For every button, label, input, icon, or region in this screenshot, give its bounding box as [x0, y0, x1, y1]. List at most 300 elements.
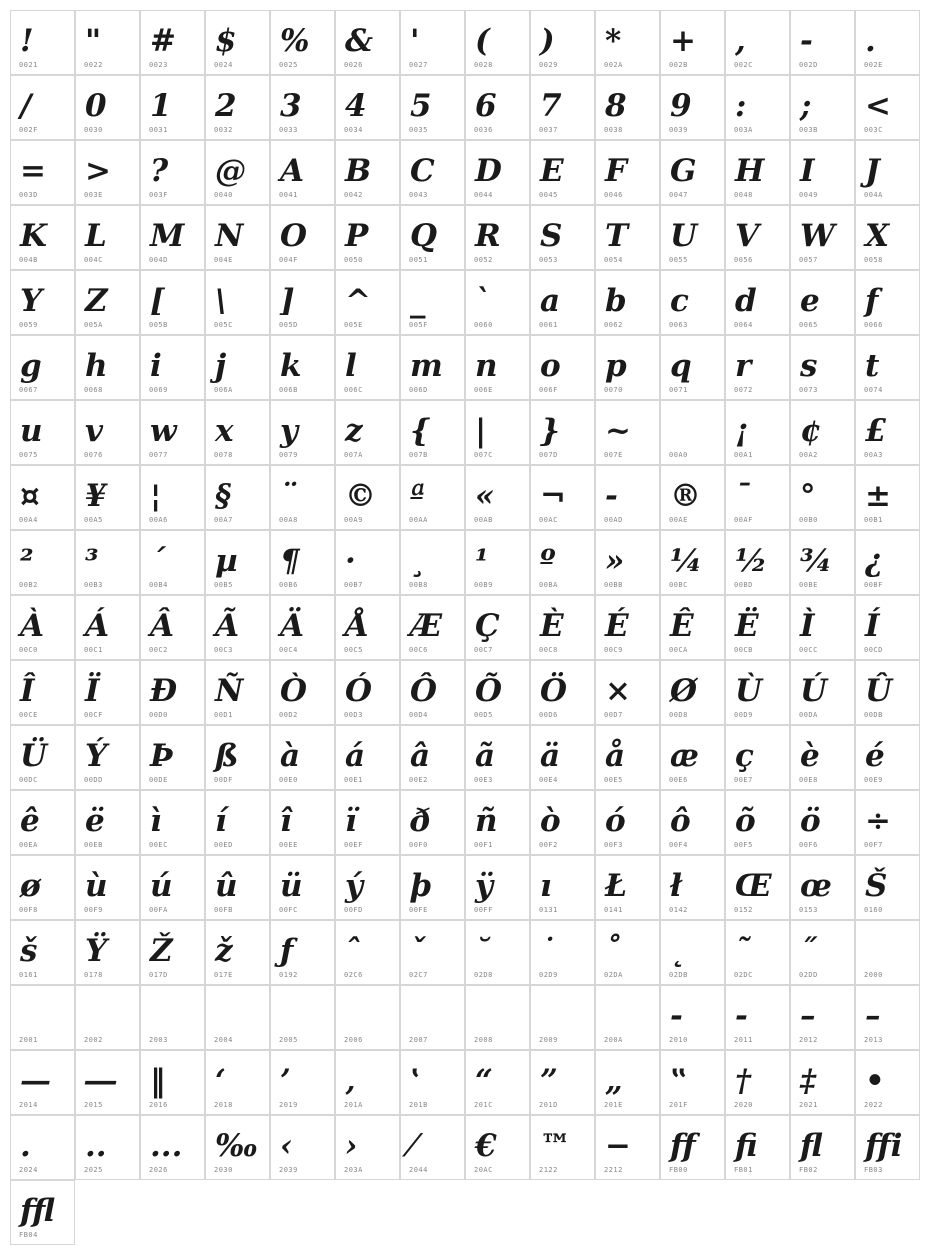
glyph-codepoint: 005F	[409, 321, 428, 329]
glyph-cell	[270, 205, 335, 270]
glyph-codepoint: FB01	[734, 1166, 753, 1174]
glyph-character: 5	[410, 88, 432, 124]
glyph-character: y	[280, 413, 299, 449]
glyph-codepoint: 003B	[799, 126, 818, 134]
glyph-character: ý	[345, 868, 364, 904]
glyph-character: *	[605, 23, 622, 59]
glyph-codepoint: 00AA	[409, 516, 428, 524]
glyph-codepoint: 00E9	[864, 776, 883, 784]
glyph-character: ¤	[20, 478, 40, 514]
glyph-character: ¨	[280, 478, 296, 514]
glyph-character: z	[345, 413, 363, 449]
glyph-codepoint: 0042	[344, 191, 363, 199]
glyph-character: ¶	[280, 543, 300, 579]
glyph-cell	[75, 790, 140, 855]
glyph-character: è	[800, 738, 820, 774]
glyph-cell	[530, 140, 595, 205]
glyph-codepoint: 0034	[344, 126, 363, 134]
glyph-character: E	[540, 153, 564, 189]
glyph-codepoint: 0022	[84, 61, 103, 69]
glyph-character: ð	[410, 803, 431, 839]
glyph-character: @	[215, 153, 246, 189]
glyph-codepoint: 007E	[604, 451, 623, 459]
glyph-character: ˘	[475, 933, 491, 969]
glyph-character: õ	[735, 803, 756, 839]
glyph-codepoint: 2013	[864, 1036, 883, 1044]
glyph-character: ;	[800, 88, 812, 124]
glyph-cell	[855, 985, 920, 1050]
glyph-codepoint: 0073	[799, 386, 818, 394]
glyph-character: Ł	[605, 868, 628, 904]
glyph-codepoint: 00FE	[409, 906, 428, 914]
glyph-character: ˛	[670, 933, 686, 969]
glyph-character: ú	[150, 868, 173, 904]
glyph-character: „	[605, 1063, 623, 1099]
glyph-character: Ù	[735, 673, 763, 709]
glyph-cell	[725, 530, 790, 595]
glyph-codepoint: 00B4	[149, 581, 168, 589]
glyph-character: ê	[20, 803, 40, 839]
glyph-cell	[140, 1050, 205, 1115]
glyph-cell	[465, 465, 530, 530]
glyph-codepoint: 00A5	[84, 516, 103, 524]
glyph-codepoint: 0059	[19, 321, 38, 329]
glyph-character: ‟	[670, 1063, 688, 1099]
glyph-cell	[725, 595, 790, 660]
glyph-codepoint: 00CD	[864, 646, 883, 654]
glyph-cell	[270, 595, 335, 660]
glyph-character: I	[800, 153, 815, 189]
glyph-codepoint: 00AB	[474, 516, 493, 524]
glyph-codepoint: 02DA	[604, 971, 623, 979]
glyph-codepoint: 00AC	[539, 516, 558, 524]
glyph-character: ‡	[800, 1063, 817, 1099]
glyph-cell	[855, 75, 920, 140]
glyph-cell	[790, 400, 855, 465]
glyph-codepoint: 00CB	[734, 646, 753, 654]
glyph-character: V	[735, 218, 760, 254]
glyph-codepoint: 00E3	[474, 776, 493, 784]
glyph-codepoint: 00BA	[539, 581, 558, 589]
glyph-codepoint: 0142	[669, 906, 688, 914]
glyph-cell	[660, 1115, 725, 1180]
glyph-codepoint: 0068	[84, 386, 103, 394]
glyph-character: ˚	[605, 933, 621, 969]
glyph-character: ×	[605, 673, 631, 709]
glyph-cell	[400, 660, 465, 725]
glyph-cell	[140, 1115, 205, 1180]
glyph-codepoint: 004D	[149, 256, 168, 264]
glyph-codepoint: 0026	[344, 61, 363, 69]
glyph-codepoint: 00DA	[799, 711, 818, 719]
glyph-codepoint: 0035	[409, 126, 428, 134]
glyph-character: m	[410, 348, 443, 384]
glyph-cell	[335, 1050, 400, 1115]
glyph-character: ˆ	[345, 933, 361, 969]
glyph-cell	[75, 1115, 140, 1180]
glyph-cell	[855, 335, 920, 400]
glyph-cell	[465, 855, 530, 920]
glyph-character: S	[540, 218, 563, 254]
glyph-cell	[660, 465, 725, 530]
glyph-cell	[270, 985, 335, 1050]
glyph-cell	[75, 270, 140, 335]
glyph-cell	[660, 725, 725, 790]
glyph-codepoint: 00AE	[669, 516, 688, 524]
glyph-character: ñ	[475, 803, 498, 839]
glyph-codepoint: 02D8	[474, 971, 493, 979]
glyph-cell	[140, 920, 205, 985]
glyph-cell	[400, 790, 465, 855]
glyph-character: u	[20, 413, 43, 449]
glyph-character: Ò	[280, 673, 308, 709]
glyph-character: ‚	[345, 1063, 356, 1099]
glyph-cell	[140, 270, 205, 335]
glyph-codepoint: 00F9	[84, 906, 103, 914]
glyph-cell	[660, 855, 725, 920]
glyph-codepoint: 0192	[279, 971, 298, 979]
glyph-character: ¥	[85, 478, 107, 514]
glyph-cell	[335, 920, 400, 985]
glyph-cell	[335, 465, 400, 530]
glyph-cell	[855, 1050, 920, 1115]
glyph-character: ¦	[150, 478, 162, 514]
glyph-cell	[660, 985, 725, 1050]
glyph-character: ì	[150, 803, 162, 839]
glyph-character: H	[735, 153, 765, 189]
glyph-codepoint: 00EA	[19, 841, 38, 849]
glyph-codepoint: 006C	[344, 386, 363, 394]
glyph-codepoint: 00D8	[669, 711, 688, 719]
glyph-character: ÷	[865, 803, 891, 839]
glyph-character: N	[215, 218, 244, 254]
glyph-cell	[725, 205, 790, 270]
glyph-cell	[725, 855, 790, 920]
glyph-cell	[140, 335, 205, 400]
glyph-cell	[205, 920, 270, 985]
glyph-character: r	[735, 348, 752, 384]
glyph-cell	[660, 595, 725, 660]
glyph-codepoint: 00C4	[279, 646, 298, 654]
glyph-cell	[790, 660, 855, 725]
glyph-character: À	[20, 608, 45, 644]
glyph-character: L	[85, 218, 107, 254]
glyph-character: f	[865, 283, 879, 319]
glyph-codepoint: 0046	[604, 191, 623, 199]
glyph-cell	[855, 400, 920, 465]
glyph-character: Á	[85, 608, 110, 644]
glyph-codepoint: 00E1	[344, 776, 363, 784]
glyph-character: ž	[215, 933, 233, 969]
glyph-character: ¹	[475, 543, 489, 579]
glyph-codepoint: 0065	[799, 321, 818, 329]
glyph-codepoint: 003E	[84, 191, 103, 199]
glyph-codepoint: 2001	[19, 1036, 38, 1044]
glyph-codepoint: 004A	[864, 191, 883, 199]
glyph-cell	[530, 1115, 595, 1180]
glyph-cell	[140, 10, 205, 75]
glyph-cell	[10, 140, 75, 205]
glyph-character: Ç	[475, 608, 500, 644]
glyph-character: !	[20, 23, 34, 59]
glyph-codepoint: 00C0	[19, 646, 38, 654]
glyph-character: e	[800, 283, 820, 319]
glyph-character: 4	[345, 88, 367, 124]
glyph-codepoint: 005A	[84, 321, 103, 329]
glyph-character: ß	[215, 738, 239, 774]
glyph-cell	[140, 985, 205, 1050]
glyph-cell	[725, 790, 790, 855]
glyph-character: ’	[280, 1063, 291, 1099]
glyph-cell	[530, 985, 595, 1050]
glyph-character: t	[865, 348, 880, 384]
glyph-cell	[595, 465, 660, 530]
glyph-cell	[335, 595, 400, 660]
glyph-codepoint: 00D5	[474, 711, 493, 719]
glyph-codepoint: 00BC	[669, 581, 688, 589]
glyph-codepoint: 0050	[344, 256, 363, 264]
glyph-codepoint: 00C6	[409, 646, 428, 654]
glyph-codepoint: 002D	[799, 61, 818, 69]
glyph-cell	[10, 270, 75, 335]
glyph-cell	[205, 465, 270, 530]
glyph-cell	[75, 530, 140, 595]
glyph-cell	[790, 205, 855, 270]
glyph-cell	[140, 660, 205, 725]
glyph-cell	[465, 985, 530, 1050]
glyph-codepoint: 2011	[734, 1036, 753, 1044]
glyph-character: {	[410, 413, 430, 449]
glyph-character: û	[215, 868, 238, 904]
glyph-cell	[205, 10, 270, 75]
glyph-character: Ë	[735, 608, 759, 644]
glyph-codepoint: 00E4	[539, 776, 558, 784]
glyph-codepoint: 00C8	[539, 646, 558, 654]
glyph-codepoint: 00D0	[149, 711, 168, 719]
glyph-character: Y	[20, 283, 43, 319]
glyph-character: â	[410, 738, 431, 774]
glyph-character: D	[475, 153, 502, 189]
glyph-codepoint: 00B1	[864, 516, 883, 524]
glyph-character: (	[475, 23, 490, 59]
glyph-codepoint: 2212	[604, 1166, 623, 1174]
glyph-character: C	[410, 153, 435, 189]
glyph-codepoint: 017D	[149, 971, 168, 979]
glyph-codepoint: 0160	[864, 906, 883, 914]
glyph-cell	[270, 400, 335, 465]
glyph-cell	[530, 465, 595, 530]
glyph-codepoint: 0053	[539, 256, 558, 264]
glyph-codepoint: 00E5	[604, 776, 623, 784]
glyph-cell	[465, 140, 530, 205]
glyph-character: fi	[735, 1128, 758, 1164]
glyph-cell	[205, 75, 270, 140]
glyph-codepoint: 00EF	[344, 841, 363, 849]
glyph-codepoint: 004F	[279, 256, 298, 264]
glyph-cell	[205, 725, 270, 790]
glyph-character: Ú	[800, 673, 828, 709]
glyph-character: g	[20, 348, 42, 384]
glyph-character: \	[215, 283, 227, 319]
glyph-codepoint: 02DD	[799, 971, 818, 979]
glyph-cell	[140, 855, 205, 920]
glyph-cell	[790, 725, 855, 790]
glyph-character: ff	[670, 1128, 696, 1164]
glyph-cell	[465, 920, 530, 985]
glyph-codepoint: 003D	[19, 191, 38, 199]
glyph-character: `	[475, 283, 491, 319]
glyph-cell	[660, 920, 725, 985]
glyph-codepoint: 00DC	[19, 776, 38, 784]
glyph-codepoint: 00A3	[864, 451, 883, 459]
glyph-codepoint: 00A6	[149, 516, 168, 524]
glyph-codepoint: 00D6	[539, 711, 558, 719]
glyph-cell	[530, 270, 595, 335]
glyph-cell	[790, 985, 855, 1050]
glyph-character: 7	[540, 88, 562, 124]
glyph-cell	[465, 400, 530, 465]
glyph-cell	[140, 465, 205, 530]
glyph-cell	[855, 530, 920, 595]
glyph-codepoint: 0021	[19, 61, 38, 69]
glyph-character: «	[475, 478, 495, 514]
glyph-cell	[10, 10, 75, 75]
glyph-character: U	[670, 218, 698, 254]
glyph-codepoint: 2015	[84, 1101, 103, 1109]
glyph-character: ¿	[865, 543, 884, 579]
glyph-cell	[205, 270, 270, 335]
glyph-character: Ñ	[215, 673, 244, 709]
glyph-cell	[855, 725, 920, 790]
glyph-character: š	[20, 933, 38, 969]
glyph-codepoint: 00F1	[474, 841, 493, 849]
glyph-codepoint: 2009	[539, 1036, 558, 1044]
glyph-character: -	[605, 478, 618, 514]
glyph-character: R	[475, 218, 501, 254]
glyph-character: Ô	[410, 673, 438, 709]
glyph-character: /	[20, 88, 32, 124]
glyph-codepoint: 2007	[409, 1036, 428, 1044]
glyph-grid	[10, 10, 920, 1245]
glyph-codepoint: 00AF	[734, 516, 753, 524]
glyph-cell	[10, 660, 75, 725]
glyph-cell	[205, 530, 270, 595]
glyph-codepoint: 2039	[279, 1166, 298, 1174]
glyph-codepoint: 007C	[474, 451, 493, 459]
glyph-codepoint: 2008	[474, 1036, 493, 1044]
glyph-cell	[530, 400, 595, 465]
glyph-codepoint: 0029	[539, 61, 558, 69]
glyph-cell	[465, 790, 530, 855]
glyph-cell	[400, 10, 465, 75]
glyph-codepoint: 00B8	[409, 581, 428, 589]
glyph-character: ‖	[150, 1063, 166, 1099]
glyph-cell	[75, 465, 140, 530]
glyph-character: Ï	[85, 673, 100, 709]
glyph-character: ¡	[735, 413, 749, 449]
glyph-codepoint: 00CE	[19, 711, 38, 719]
glyph-codepoint: 00E6	[669, 776, 688, 784]
glyph-cell	[660, 335, 725, 400]
glyph-codepoint: 02DB	[669, 971, 688, 979]
glyph-cell	[270, 1115, 335, 1180]
glyph-cell	[725, 75, 790, 140]
glyph-cell	[400, 920, 465, 985]
glyph-character: ,	[735, 23, 746, 59]
glyph-character: M	[150, 218, 185, 254]
glyph-cell	[725, 985, 790, 1050]
glyph-codepoint: 00FD	[344, 906, 363, 914]
glyph-character: O	[280, 218, 308, 254]
glyph-character: ...	[150, 1128, 183, 1164]
glyph-character: 3	[280, 88, 302, 124]
glyph-character: =	[20, 153, 46, 189]
glyph-character: Ÿ	[85, 933, 108, 969]
glyph-cell	[75, 920, 140, 985]
glyph-codepoint: 2020	[734, 1101, 753, 1109]
glyph-character: Ã	[215, 608, 240, 644]
glyph-character: i	[150, 348, 162, 384]
glyph-cell	[855, 920, 920, 985]
glyph-codepoint: 00C9	[604, 646, 623, 654]
glyph-character: —	[20, 1063, 51, 1099]
glyph-cell	[75, 75, 140, 140]
glyph-codepoint: 0141	[604, 906, 623, 914]
glyph-character: ffl	[20, 1193, 56, 1229]
glyph-codepoint: 00D3	[344, 711, 363, 719]
glyph-character: G	[670, 153, 697, 189]
glyph-codepoint: 0024	[214, 61, 233, 69]
glyph-character: ï	[345, 803, 357, 839]
glyph-codepoint: 00F5	[734, 841, 753, 849]
glyph-cell	[530, 530, 595, 595]
glyph-character: B	[345, 153, 372, 189]
glyph-character: í	[215, 803, 227, 839]
glyph-cell	[75, 725, 140, 790]
glyph-character: ˜	[735, 933, 751, 969]
glyph-codepoint: FB02	[799, 1166, 818, 1174]
glyph-codepoint: 002C	[734, 61, 753, 69]
glyph-codepoint: 006A	[214, 386, 233, 394]
glyph-codepoint: 00BD	[734, 581, 753, 589]
glyph-cell	[140, 530, 205, 595]
glyph-cell	[725, 465, 790, 530]
glyph-character: ˇ	[410, 933, 426, 969]
glyph-character: Ö	[540, 673, 568, 709]
glyph-codepoint: 0027	[409, 61, 428, 69]
glyph-cell	[660, 660, 725, 725]
glyph-codepoint: 02C7	[409, 971, 428, 979]
glyph-character: ^	[345, 283, 371, 319]
glyph-cell	[270, 10, 335, 75]
glyph-cell	[855, 660, 920, 725]
glyph-character: £	[865, 413, 887, 449]
glyph-codepoint: 2022	[864, 1101, 883, 1109]
glyph-cell	[465, 75, 530, 140]
glyph-cell	[270, 855, 335, 920]
glyph-cell	[595, 140, 660, 205]
glyph-character: Ü	[20, 738, 48, 774]
glyph-codepoint: 2021	[799, 1101, 818, 1109]
glyph-codepoint: 2026	[149, 1166, 168, 1174]
glyph-cell	[10, 985, 75, 1050]
glyph-cell	[10, 725, 75, 790]
glyph-codepoint: 00B7	[344, 581, 363, 589]
glyph-codepoint: 00C3	[214, 646, 233, 654]
glyph-codepoint: 00FB	[214, 906, 233, 914]
glyph-codepoint: 00D2	[279, 711, 298, 719]
glyph-cell	[530, 335, 595, 400]
